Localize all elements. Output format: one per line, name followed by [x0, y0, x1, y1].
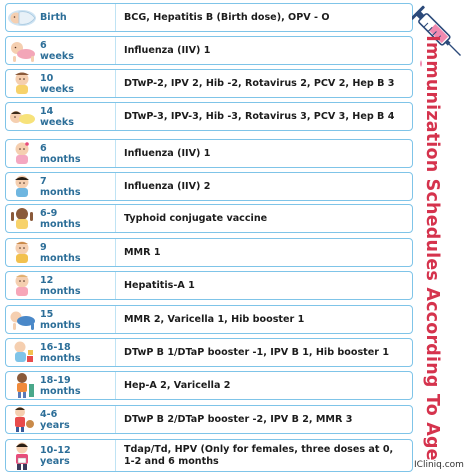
- vaccine-list: Typhoid conjugate vaccine: [124, 212, 268, 224]
- age-label: 12 months: [38, 272, 116, 299]
- vaccine-list: DTwP B 1/DTaP booster -1, IPV B 1, Hib booster 1: [124, 346, 390, 358]
- sitting-baby-icon: [6, 70, 38, 97]
- schedule-row-6-months: [5, 139, 413, 168]
- schedule-row-6-9-months: [5, 204, 413, 233]
- schedule-row-14-weeks: [5, 102, 413, 131]
- page-title-text: Immunization Schedules According To Age: [422, 35, 443, 461]
- age-label: Birth: [38, 4, 116, 31]
- crawling-baby-icon: [6, 306, 38, 333]
- page-title: [418, 35, 446, 461]
- age-label: 16-18 months: [38, 339, 116, 366]
- age-label: 15 months: [38, 306, 116, 333]
- age-label: 7 months: [38, 173, 116, 200]
- schedule-row-7-months: [5, 172, 413, 201]
- vaccine-list: DTwP-2, IPV 2, Hib -2, Rotavirus 2, PCV 2, Hep B 3: [124, 77, 395, 89]
- age-label: 6 months: [38, 140, 116, 167]
- vaccine-list: Tdap/Td, HPV (Only for females, three doses at 0, 1-2 and 6 months: [124, 443, 394, 467]
- schedule-row-4-6-years: [5, 405, 413, 434]
- age-label: 10-12 years: [38, 440, 116, 471]
- age-label: 10 weeks: [38, 70, 116, 97]
- schedule-row-10-weeks: [5, 69, 413, 98]
- sitting-baby-icon: [6, 239, 38, 266]
- baby-arms-up-icon: [6, 205, 38, 232]
- vaccine-list: DTwP-3, IPV-3, Hib -3, Rotavirus 3, PCV 3, Hep B 4: [124, 110, 395, 122]
- age-label: 4-6 years: [38, 406, 116, 433]
- child-book-icon: [6, 442, 38, 469]
- sitting-baby-icon: [6, 272, 38, 299]
- vaccine-list: BCG, Hepatitis B (Birth dose), OPV - O: [124, 11, 330, 23]
- vaccine-list: Influenza (IIV) 2: [124, 180, 211, 192]
- child-teddy-icon: [6, 406, 38, 433]
- vaccine-list: Hep-A 2, Varicella 2: [124, 379, 231, 391]
- age-label: 6-9 months: [38, 205, 116, 232]
- brand-logo-text: ICliniq.com: [414, 460, 464, 470]
- crawling-baby-icon: [6, 37, 38, 64]
- age-label: 9 months: [38, 239, 116, 266]
- schedule-row-12-months: [5, 271, 413, 300]
- schedule-list: [5, 3, 413, 473]
- baby-girl-icon: [6, 140, 38, 167]
- schedule-row-6-weeks: [5, 36, 413, 65]
- vaccine-list: DTwP B 2/DTaP booster -2, IPV B 2, MMR 3: [124, 413, 353, 425]
- vaccine-list: Influenza (IIV) 1: [124, 44, 211, 56]
- toddler-blocks-icon: [6, 339, 38, 366]
- schedule-row-16-18-months: [5, 338, 413, 367]
- baby-boy-icon: [6, 173, 38, 200]
- schedule-row-10-12-years: [5, 439, 413, 472]
- vaccine-list: Influenza (IIV) 1: [124, 147, 211, 159]
- schedule-row-birth: [5, 3, 413, 32]
- age-label: 18-19 months: [38, 372, 116, 399]
- vaccine-list: MMR 2, Varicella 1, Hib booster 1: [124, 313, 305, 325]
- schedule-row-9-months: [5, 238, 413, 267]
- age-label: 6 weeks: [38, 37, 116, 64]
- schedule-row-18-19-months: [5, 371, 413, 400]
- lying-baby-icon: [6, 103, 38, 130]
- vaccine-list: MMR 1: [124, 246, 161, 258]
- age-label: 14 weeks: [38, 103, 116, 130]
- swaddled-newborn-icon: [6, 4, 38, 31]
- schedule-row-15-months: [5, 305, 413, 334]
- vaccine-list: Hepatitis-A 1: [124, 279, 195, 291]
- toddler-standing-icon: [6, 372, 38, 399]
